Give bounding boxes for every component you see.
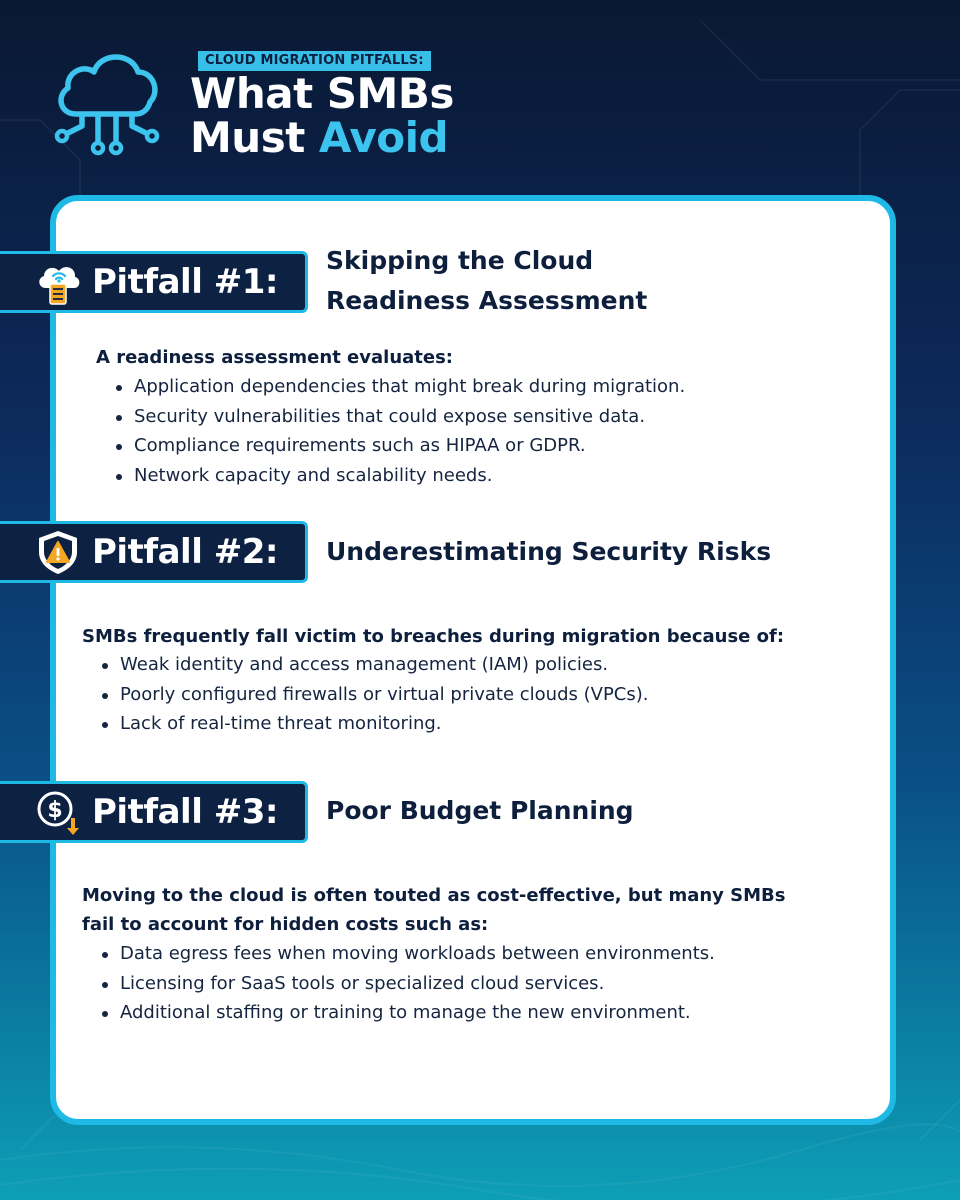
list-item: Data egress fees when moving workloads between environments. [102, 939, 715, 969]
pitfall-2-tag [0, 521, 308, 583]
list-item: Poorly configured firewalls or virtual private clouds (VPCs). [102, 680, 649, 710]
shield-warning-icon [34, 528, 82, 576]
cloud-server-icon [34, 258, 82, 306]
pitfall-1-bullet-list [116, 372, 685, 490]
pitfall-3-tag [0, 781, 308, 843]
list-item: Compliance requirements such as HIPAA or GDPR. [116, 431, 685, 461]
pitfall-1-intro: A readiness assessment evaluates: [96, 347, 454, 368]
pitfall-1-tag [0, 251, 308, 313]
list-item: Additional staffing or training to manage the new environment. [102, 998, 715, 1028]
pitfall-2-bullet-list [102, 650, 649, 739]
header-kicker: CLOUD MIGRATION PITFALLS: [198, 51, 431, 71]
pitfall-2-intro: SMBs frequently fall victim to breaches during migration because of: [82, 626, 785, 647]
page-title [190, 69, 454, 162]
pitfall-3-label: Pitfall #3: [92, 792, 278, 832]
dollar-down-icon [34, 788, 82, 836]
pitfall-1-label: Pitfall #1: [92, 262, 278, 302]
pitfall-3-bullet-list [102, 939, 715, 1028]
pitfall-2-heading: Underestimating Security Risks [326, 537, 772, 566]
list-item: Network capacity and scalability needs. [116, 461, 685, 491]
cloud-circuit-logo [52, 44, 162, 156]
title-accent-word: Avoid [318, 113, 449, 162]
list-item: Security vulnerabilities that could expose sensitive data. [116, 402, 685, 432]
pitfall-2-label: Pitfall #2: [92, 532, 278, 572]
pitfall-3-heading: Poor Budget Planning [326, 796, 634, 825]
list-item: Licensing for SaaS tools or specialized cloud services. [102, 969, 715, 999]
pitfall-3-intro [82, 881, 785, 939]
list-item: Weak identity and access management (IAM) policies. [102, 650, 649, 680]
pitfall-3-intro-line-2: fail to account for hidden costs such as: [82, 914, 489, 935]
title-line-1: What SMBs [190, 69, 454, 118]
pitfall-1-heading-line-1: Skipping the Cloud [326, 246, 594, 275]
list-item: Lack of real-time threat monitoring. [102, 709, 649, 739]
pitfall-1-heading-line-2: Readiness Assessment [326, 286, 648, 315]
pitfall-3-intro-line-1: Moving to the cloud is often touted as cost-effective, but many SMBs [82, 885, 786, 906]
pitfall-1-heading [326, 241, 647, 321]
title-line-2: Must [190, 113, 319, 162]
svg-text:$: $ [47, 798, 63, 823]
list-item: Application dependencies that might break during migration. [116, 372, 685, 402]
